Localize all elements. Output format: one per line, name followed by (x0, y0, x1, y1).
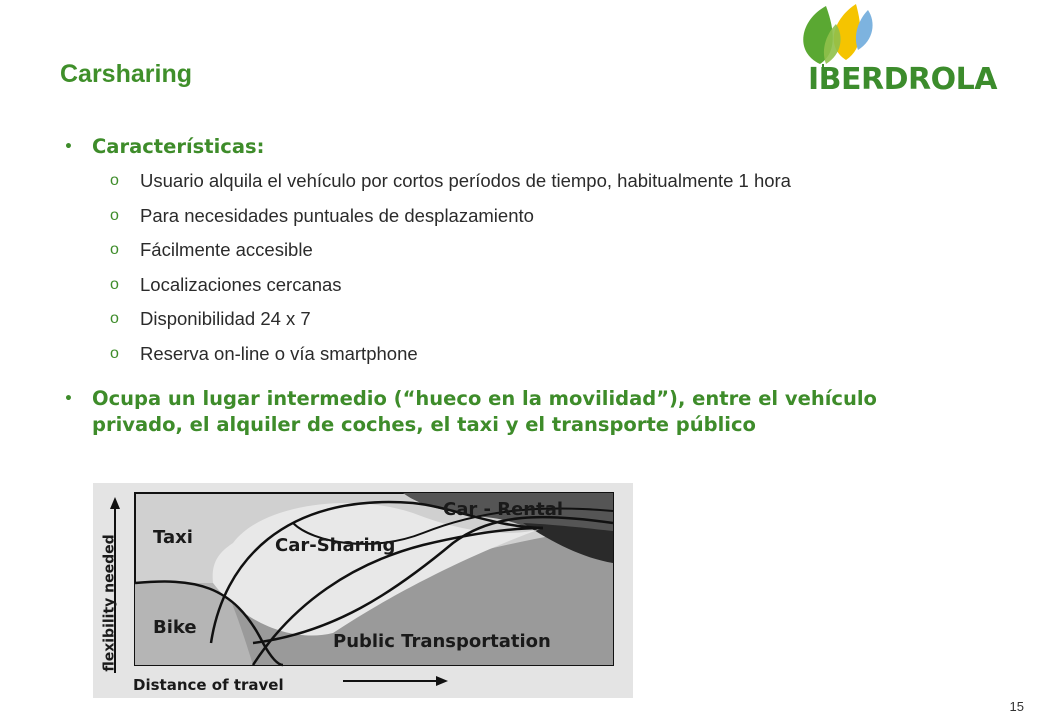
label-public-transportation: Public Transportation (333, 631, 551, 652)
list-item: o Reserva on-line o vía smartphone (110, 342, 418, 364)
bullet-characteristics (64, 134, 944, 160)
logo-wordmark: IBERDROLA (808, 62, 997, 97)
label-taxi: Taxi (153, 527, 193, 548)
bullet-characteristics-text: Características: (92, 135, 265, 158)
mobility-gap-diagram (93, 483, 633, 698)
label-bike: Bike (153, 617, 197, 638)
bullet-intermediate-text: Ocupa un lugar intermedio (“hueco en la movilidad”), entre el vehículo privado, el alquiler de coches, el taxi y el transporte público (92, 387, 877, 436)
iberdrola-logo (790, 2, 1000, 102)
slide-title: Carsharing (60, 60, 192, 88)
x-axis-label: Distance of travel (133, 676, 284, 694)
bullet-dot: • (64, 139, 73, 155)
list-item: o Localizaciones cercanas (110, 273, 342, 295)
label-car-rental: Car - Rental (443, 499, 564, 520)
page-number: 15 (1009, 699, 1024, 714)
bullet-dot: • (64, 391, 73, 407)
characteristics-list (110, 168, 1010, 375)
label-car-sharing: Car-Sharing (275, 535, 396, 556)
list-item: o Usuario alquila el vehículo por cortos períodos de tiempo, habitualmente 1 hora (110, 170, 791, 191)
y-axis-label: flexibility needed (101, 534, 118, 672)
list-item: o Disponibilidad 24 x 7 (110, 308, 311, 329)
list-item: o Para necesidades puntuales de desplazamiento (110, 204, 534, 226)
list-item: o Fácilmente accesible (110, 239, 313, 260)
bullet-intermediate-position (64, 386, 944, 438)
